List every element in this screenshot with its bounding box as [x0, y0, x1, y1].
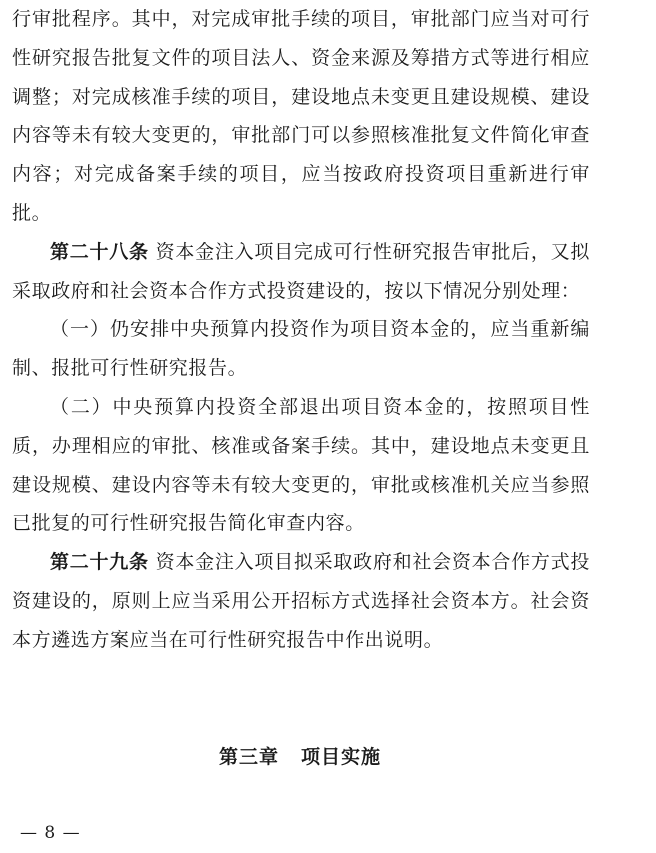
article-number: 第二十八条 — [50, 240, 149, 263]
paragraph-text: 行审批程序。其中，对完成审批手续的项目，审批部门应当对可行性研究报告批复文件的项目法人、资金来源及筹措方式等进行相应调整；对完成核准手续的项目，建设地点未变更且建设规模、建设内容等未有较大变更的，审批部门可以参照核准批复文件简化审查内容；对完成备案手续的项目，应当按政府投资项目重新进行审批。 — [12, 8, 590, 224]
paragraph-text: 资本金注入项目完成可行性研究报告审批后，又拟采取政府和社会资本合作方式投资建设的，按以下情况分别处理： — [12, 240, 590, 302]
clause-1 — [12, 310, 590, 388]
article-number: 第二十九条 — [50, 551, 149, 574]
article-29 — [12, 543, 590, 659]
article-28 — [12, 233, 590, 311]
chapter-heading — [0, 738, 600, 776]
page-number: — 8 — — [20, 823, 81, 843]
chapter-title: 项目实施 — [301, 746, 382, 768]
body-text — [12, 0, 590, 660]
paragraph-text: （一）仍安排中央预算内投资作为项目资本金的，应当重新编制、报批可行性研究报告。 — [12, 318, 590, 380]
paragraph-text: （二）中央预算内投资全部退出项目资本金的，按照项目性质，办理相应的审批、核准或备案手续。其中，建设地点未变更且建设规模、建设内容等未有较大变更的，审批或核准机关应当参照已批复的可行性研究报告简化审查内容。 — [12, 395, 590, 535]
paragraph-continuation — [12, 0, 590, 233]
chapter-number: 第三章 — [218, 746, 279, 768]
paragraph-text: 资本金注入项目拟采取政府和社会资本合作方式投资建设的，原则上应当采用公开招标方式选择社会资本方。社会资本方遴选方案应当在可行性研究报告中作出说明。 — [12, 551, 590, 651]
clause-2 — [12, 388, 590, 543]
